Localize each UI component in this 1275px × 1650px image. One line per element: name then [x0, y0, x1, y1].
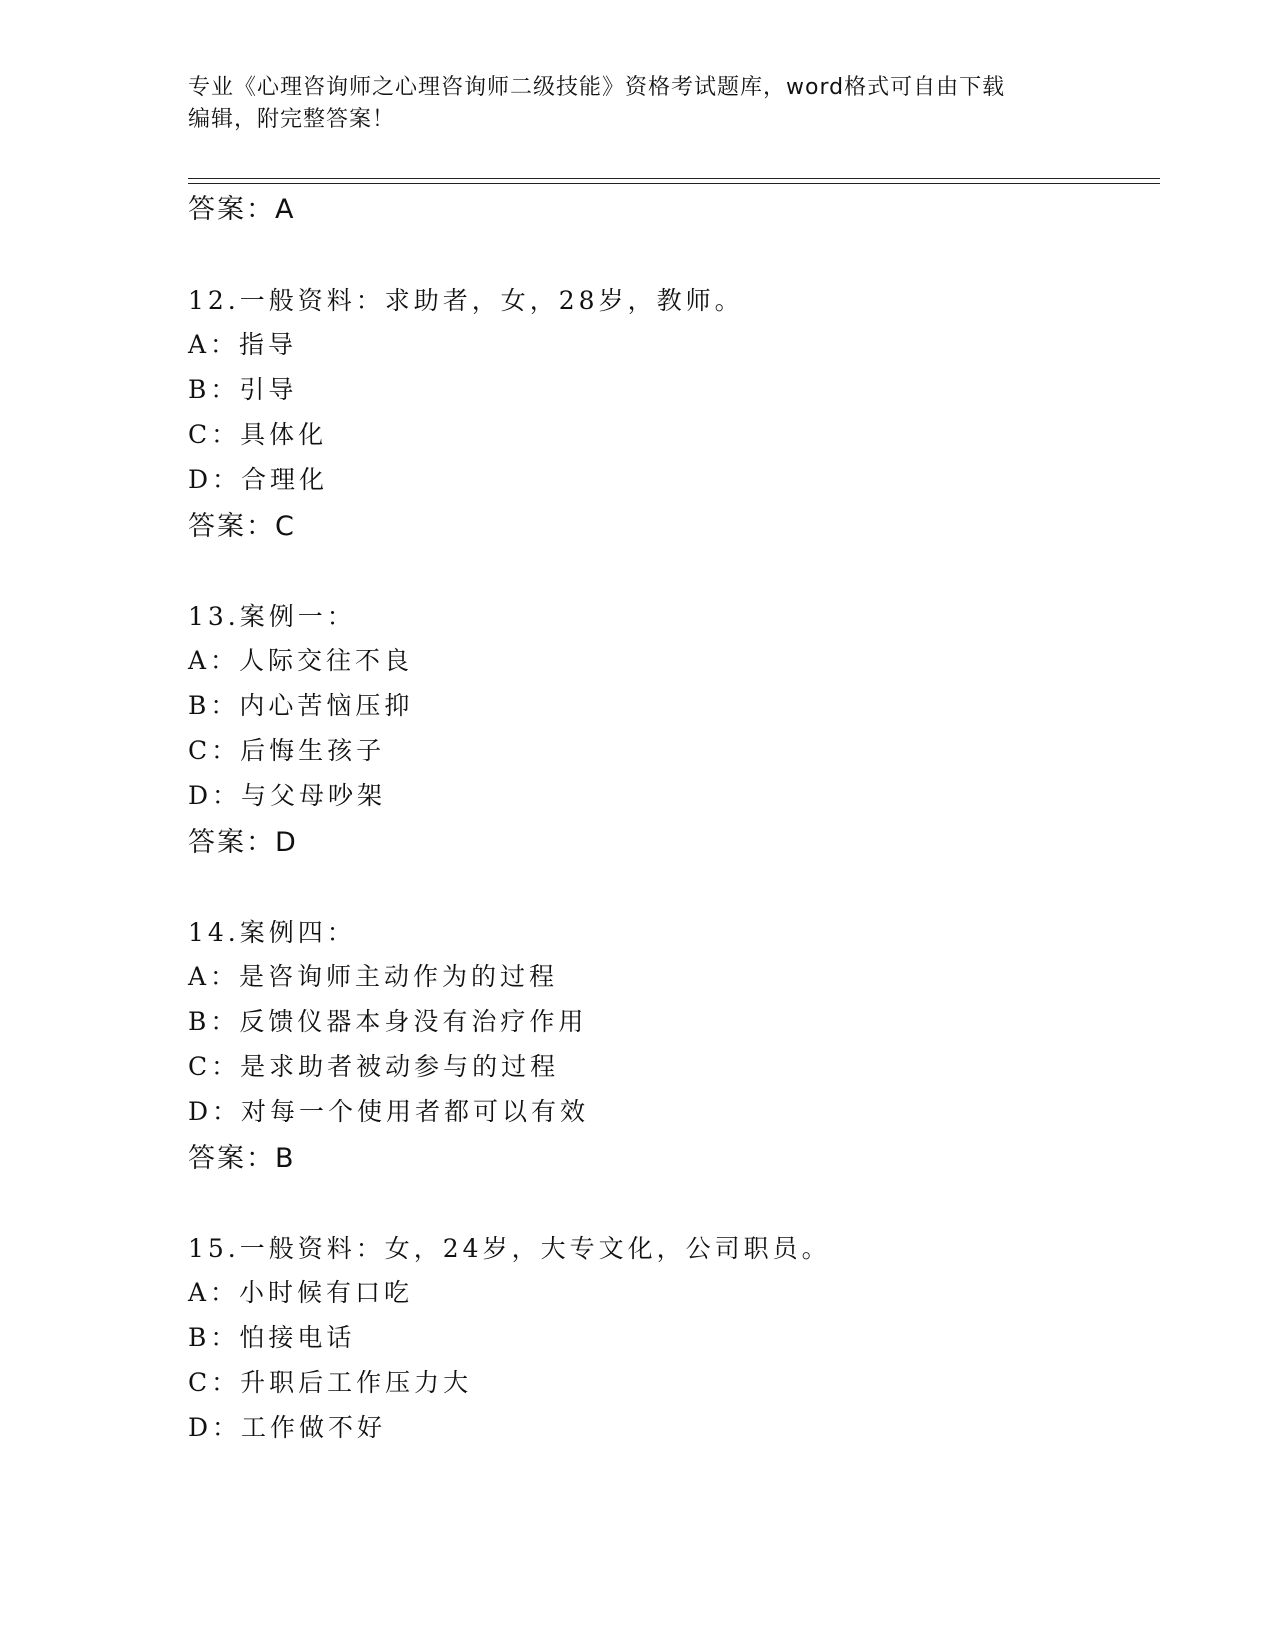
question-stem: 15.一般资料：女，24岁，大专文化，公司职员。: [188, 1234, 831, 1263]
header-line-2: 编辑，附完整答案！: [188, 107, 396, 132]
option-b: B：反馈仪器本身没有治疗作用: [188, 1007, 588, 1036]
option-c: C：后悔生孩子: [188, 736, 386, 765]
header-divider-bottom: [188, 183, 1160, 184]
answer-line: 答案：B: [188, 1143, 296, 1174]
answer-line: 答案：C: [188, 511, 296, 542]
option-d: D：对每一个使用者都可以有效: [188, 1097, 590, 1126]
option-c: C：具体化: [188, 420, 328, 449]
answer-line: 答案：D: [188, 827, 298, 858]
option-d: D：合理化: [188, 465, 329, 494]
header-divider-top: [188, 178, 1160, 179]
option-a: A：人际交往不良: [188, 646, 414, 675]
option-d: D：与父母吵架: [188, 781, 387, 810]
question-stem: 13.案例一：: [188, 602, 356, 631]
option-a: A：指导: [188, 330, 298, 359]
question-stem: 12.一般资料：求助者，女，28岁，教师。: [188, 286, 744, 315]
option-d: D：工作做不好: [188, 1413, 387, 1442]
document-header: [188, 72, 1088, 136]
option-a: A：小时候有口吃: [188, 1278, 414, 1307]
option-a: A：是咨询师主动作为的过程: [188, 962, 559, 991]
option-b: B：怕接电话: [188, 1323, 356, 1352]
header-line-1: 专业《心理咨询师之心理咨询师二级技能》资格考试题库，word格式可自由下载: [188, 75, 1006, 100]
answer-line: 答案：A: [188, 194, 296, 225]
option-c: C：升职后工作压力大: [188, 1368, 473, 1397]
option-b: B：引导: [188, 375, 298, 404]
question-stem: 14.案例四：: [188, 918, 356, 947]
option-b: B：内心苦恼压抑: [188, 691, 414, 720]
option-c: C：是求助者被动参与的过程: [188, 1052, 560, 1081]
